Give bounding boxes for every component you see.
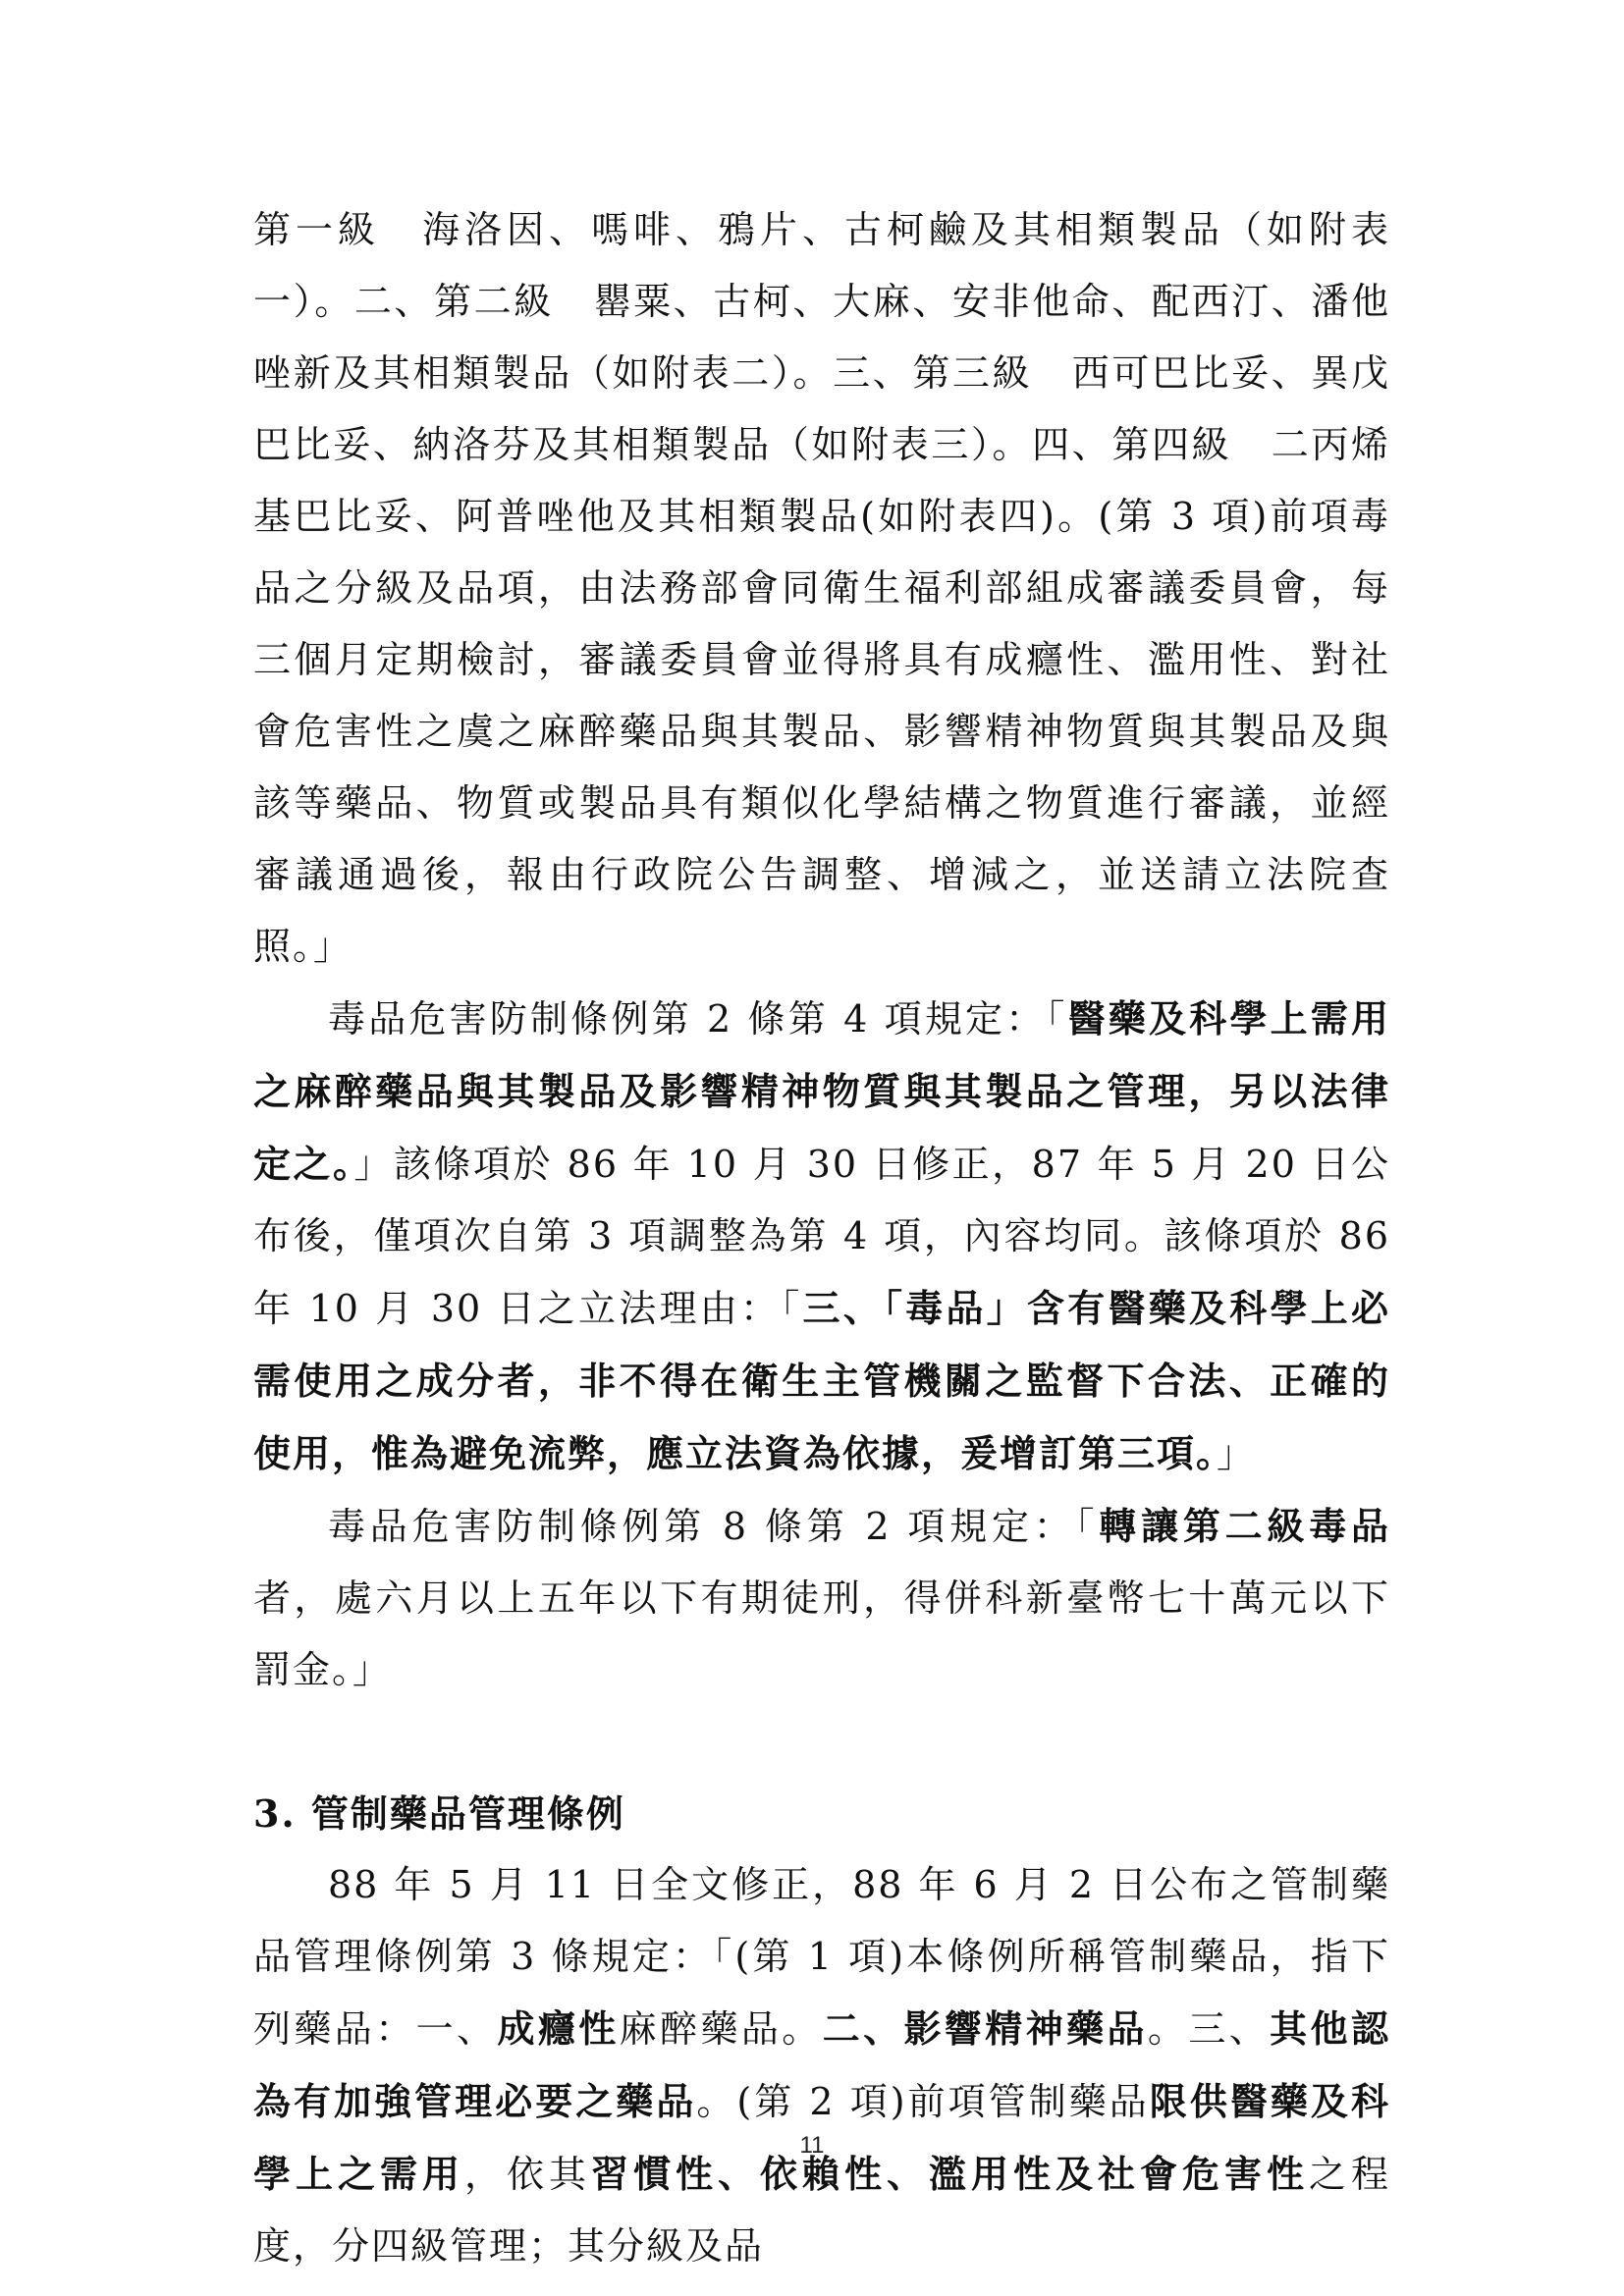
paragraph-3-bold: 轉讓第二級毒品: [1099, 1504, 1390, 1548]
paragraph-4-text-4: ，依其: [464, 2153, 591, 2196]
paragraph-4-bold-3: 其他認為有加強管理必要之藥品: [253, 2006, 1390, 2123]
paragraph-4-text-2: 。三、: [1147, 2007, 1271, 2051]
paragraph-3-tail: 者，處六月以上五年以下有期徒刑，得併科新臺幣七十萬元以下罰金。」: [253, 1576, 1390, 1691]
paragraph-4-text-3: 。(第 2 項)前項管制藥品: [696, 2080, 1150, 2123]
paragraph-4-bold-4: 限供醫藥及科學上之需用: [253, 2079, 1390, 2196]
paragraph-3-lead: 毒品危害防制條例第 8 條第 2 項規定：「: [328, 1505, 1100, 1548]
paragraph-2-middle: 」該條項於 86 年 10 月 30 日修正，87 年 5 月 20 日公布後，僅項次自第 3 項調整為第 4 項，內容均同。該條項於 86 年 10 月 30 日之立法理由：「: [253, 1143, 1390, 1330]
paragraph-2-bold-quote: 醫藥及科學上需用之麻醉藥品與其製品及影響精神物質與其製品之管理，另以法律定之。: [253, 996, 1390, 1186]
paragraph-4-bold-5: 習慣性、依賴性、濫用性及社會危害性: [591, 2152, 1309, 2196]
paragraph-drug-classification: [253, 194, 1390, 983]
paragraph-2-lead: 毒品危害防制條例第 2 條第 4 項規定：「: [328, 997, 1068, 1041]
paragraph-4-lead: 88 年 5 月 11 日全文修正，88 年 6 月 2 日公布之管制藥品管理條例第 3 條規定：「(第 1 項)本條例所稱管制藥品，指下列藥品：一、: [253, 1863, 1390, 2051]
paragraph-article-2-item-4: [253, 983, 1390, 1490]
paragraph-4-bold-1: 成癮性: [497, 2006, 620, 2051]
paragraph-controlled-drugs-act: [253, 1849, 1390, 2282]
page-number: 11: [799, 2132, 825, 2159]
paragraph-4-text-5: 之程度，分四級管理；其分級及品: [253, 2153, 1390, 2268]
section-heading: 3. 管制藥品管理條例: [253, 1791, 625, 1836]
paragraph-2-bold-reason: 三、「毒品」含有醫藥及科學上必需使用之成分者，非不得在衛生主管機關之監督下合法、正確的使用，惟為避免流弊，應立法資為依據，爰增訂第三項。: [253, 1286, 1390, 1475]
section-spacer: [253, 1706, 1390, 1778]
paragraph-2-tail: 」: [1217, 1432, 1257, 1475]
document-body: [253, 194, 1390, 2282]
paragraph-4-text-1: 麻醉藥品。: [619, 2007, 823, 2051]
paragraph-4-bold-2: 二、影響精神藥品: [822, 2006, 1148, 2051]
paragraph-article-8-item-2: [253, 1490, 1390, 1706]
paragraph-1-text: 第一級 海洛因、嗎啡、鴉片、古柯鹼及其相類製品（如附表一）。二、第二級 罌粟、古柯、大麻、安非他命、配西汀、潘他唑新及其相類製品（如附表二）。三、第三級 西可巴比妥、異戊巴比妥、納洛芬及其相類製品（如附表三）。四、第四級 二丙烯基巴比妥、阿普唑他及其相類製品(如附表四)。(第 3 項)前項毒品之分級及品項，由法務部會同衛生福利部組成審議委員會，每三個月定期檢討，審議委員會並得將具有成癮性、濫用性、對社會危害性之虞之麻醉藥品與其製品、影響精神物質與其製品及與該等藥品、物質或製品具有類似化學結構之物質進行審議，並經審議通過後，報由行政院公告調整、增減之，並送請立法院查照。」: [253, 208, 1390, 968]
